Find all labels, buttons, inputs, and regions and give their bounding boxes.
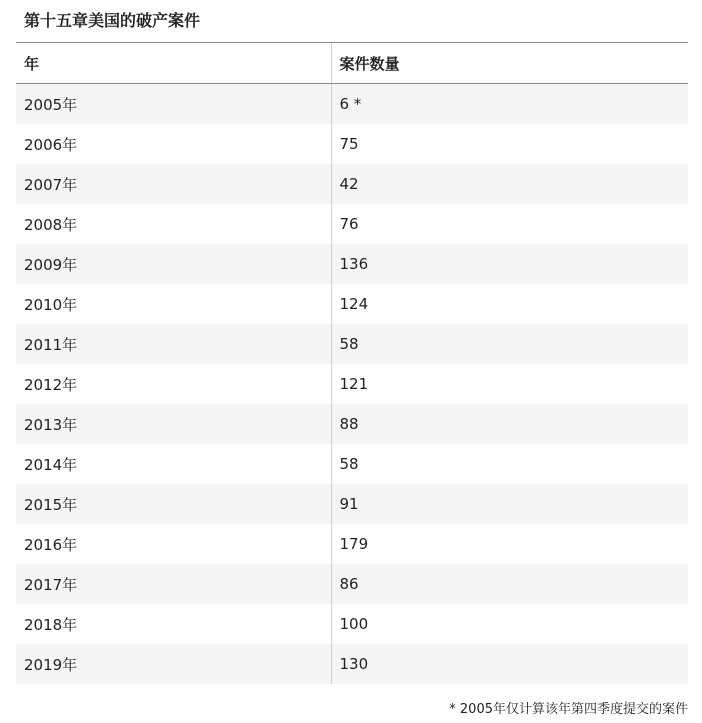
cell-year: 2006年	[16, 124, 331, 164]
table-row	[16, 164, 688, 204]
table-title: 第十五章美国的破产案件	[16, 0, 688, 43]
cell-case-count: 58	[331, 324, 688, 364]
cell-case-count: 86	[331, 564, 688, 604]
cell-case-count: 75	[331, 124, 688, 164]
cell-case-count: 58	[331, 444, 688, 484]
table-row	[16, 84, 688, 125]
cell-year: 2012年	[16, 364, 331, 404]
footnote: * 2005年仅计算该年第四季度提交的案件	[449, 702, 688, 717]
table-row	[16, 204, 688, 244]
cell-case-count: 76	[331, 204, 688, 244]
table-row	[16, 404, 688, 444]
cell-year: 2008年	[16, 204, 331, 244]
table-row	[16, 644, 688, 684]
cell-year: 2005年	[16, 84, 331, 125]
cell-case-count: 42	[331, 164, 688, 204]
table-row	[16, 564, 688, 604]
header-year: 年	[16, 43, 331, 84]
cell-year: 2017年	[16, 564, 331, 604]
table-row	[16, 484, 688, 524]
table-row	[16, 284, 688, 324]
cell-case-count: 124	[331, 284, 688, 324]
table-row	[16, 124, 688, 164]
cell-year: 2016年	[16, 524, 331, 564]
cell-year: 2010年	[16, 284, 331, 324]
cell-year: 2014年	[16, 444, 331, 484]
table-row	[16, 444, 688, 484]
cell-case-count: 100	[331, 604, 688, 644]
cell-year: 2019年	[16, 644, 331, 684]
cell-year: 2018年	[16, 604, 331, 644]
cell-case-count: 88	[331, 404, 688, 444]
cell-case-count: 130	[331, 644, 688, 684]
table-row	[16, 604, 688, 644]
header-case-count: 案件数量	[331, 43, 688, 84]
cell-year: 2007年	[16, 164, 331, 204]
bankruptcy-cases-table	[16, 43, 688, 684]
cell-case-count: 6 *	[331, 84, 688, 125]
table-row	[16, 244, 688, 284]
cell-year: 2009年	[16, 244, 331, 284]
cell-case-count: 136	[331, 244, 688, 284]
table-row	[16, 324, 688, 364]
table-header-row	[16, 43, 688, 84]
cell-case-count: 91	[331, 484, 688, 524]
bankruptcy-table-section	[16, 0, 688, 684]
cell-year: 2015年	[16, 484, 331, 524]
cell-case-count: 179	[331, 524, 688, 564]
cell-year: 2013年	[16, 404, 331, 444]
cell-year: 2011年	[16, 324, 331, 364]
table-row	[16, 524, 688, 564]
table-row	[16, 364, 688, 404]
cell-case-count: 121	[331, 364, 688, 404]
